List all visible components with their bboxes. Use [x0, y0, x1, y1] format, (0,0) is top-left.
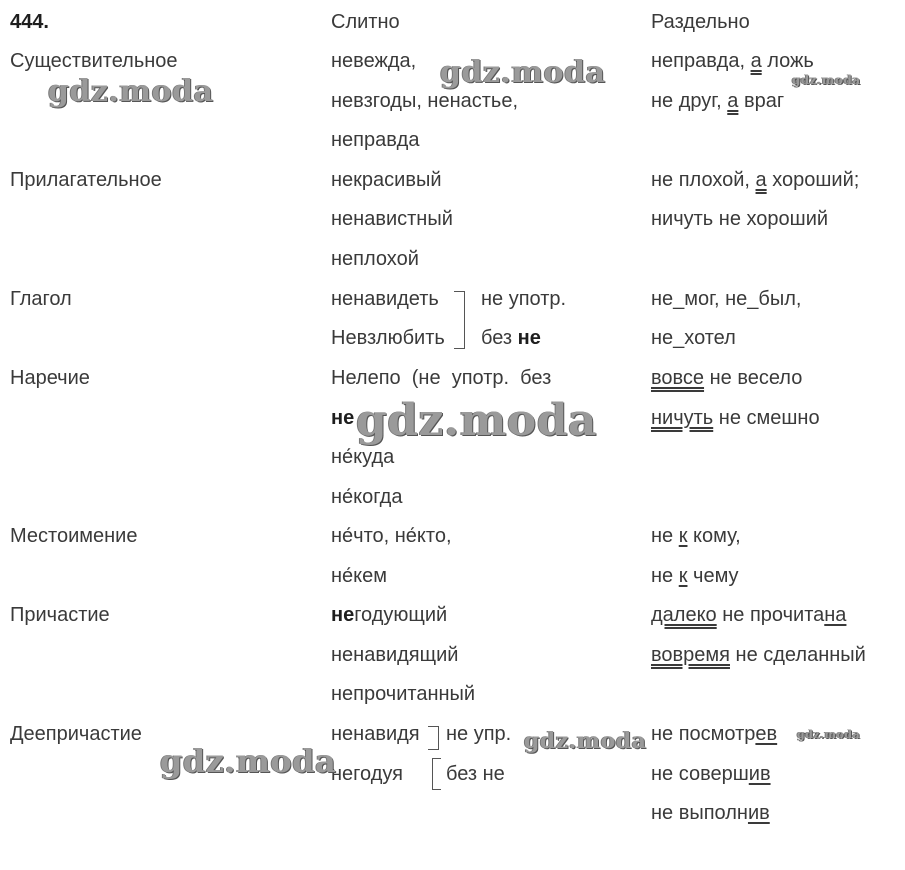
- watermark: gdz.moda: [792, 73, 861, 87]
- adverb-together-2: не: [331, 407, 355, 429]
- participle-together-2: ненавидящий: [331, 644, 459, 666]
- verb-together-2: Невзлюбить: [331, 327, 445, 349]
- participle-together-3: непрочитанный: [331, 683, 476, 705]
- adjective-separate-1: не плохой, а хороший;: [651, 169, 860, 191]
- label-pronoun: Местоимение: [10, 525, 138, 547]
- watermark: gdz.moda: [356, 395, 598, 446]
- noun-together-2: невзгоды, ненастье,: [331, 90, 519, 112]
- adjective-together-1: некрасивый: [331, 169, 442, 191]
- verb-separate-2: не_хотел: [651, 327, 736, 349]
- gerund-separate-3: не выполнив: [651, 802, 770, 824]
- participle-separate-2: вовремя не сделанный: [651, 644, 866, 666]
- participle-separate-1: далеко не прочитана: [651, 604, 847, 626]
- gerund-together-2: негодуя: [331, 763, 403, 785]
- label-adverb: Наречие: [10, 367, 90, 389]
- verb-separate-1: не_мог, не_был,: [651, 288, 802, 310]
- gerund-separate-2: не совершив: [651, 763, 771, 785]
- gerund-brace-left: [432, 758, 441, 790]
- adverb-together-3: не́куда: [331, 446, 395, 468]
- adverb-separate-1: вовсе не весело: [651, 367, 803, 389]
- verb-note-1: не употр.: [481, 288, 567, 310]
- gerund-brace-right: [428, 726, 439, 750]
- adverb-separate-2: ничуть не смешно: [651, 407, 820, 429]
- pronoun-together-1: не́что, не́кто,: [331, 525, 452, 547]
- label-gerund: Деепричастие: [10, 723, 142, 745]
- watermark: gdz.moda: [48, 74, 214, 109]
- gerund-note-1: не упр.: [446, 723, 512, 745]
- pronoun-separate-2: не к чему: [651, 565, 739, 587]
- noun-separate-1: неправда, а ложь: [651, 50, 814, 72]
- verb-brace: [454, 291, 465, 349]
- pronoun-together-2: не́кем: [331, 565, 388, 587]
- adverb-together-1: Нелепо (не употр. без: [331, 367, 552, 389]
- noun-separate-2: не друг, а враг: [651, 90, 785, 112]
- header-separate: Раздельно: [651, 11, 750, 33]
- watermark: gdz.moda: [440, 55, 606, 90]
- adjective-together-3: неплохой: [331, 248, 419, 270]
- label-adjective: Прилагательное: [10, 169, 162, 191]
- participle-together-1: негодующий: [331, 604, 448, 626]
- noun-together-3: неправда: [331, 129, 420, 151]
- gerund-separate-1: не посмотрев: [651, 723, 778, 745]
- gerund-together-1: ненавидя: [331, 723, 420, 745]
- label-noun: Существительное: [10, 50, 178, 72]
- header-together: Слитно: [331, 11, 400, 33]
- label-verb: Глагол: [10, 288, 72, 310]
- label-participle: Причастие: [10, 604, 110, 626]
- watermark: gdz.moda: [797, 728, 861, 741]
- noun-together-1: невежда,: [331, 50, 417, 72]
- verb-together-1: ненавидеть: [331, 288, 439, 310]
- pronoun-separate-1: не к кому,: [651, 525, 741, 547]
- verb-note-2: без не: [481, 327, 541, 349]
- watermark: gdz.moda: [524, 728, 647, 754]
- exercise-number: 444.: [10, 11, 49, 33]
- gerund-note-2: без не: [446, 763, 505, 785]
- watermark: gdz.moda: [160, 742, 337, 780]
- adjective-separate-2: ничуть не хороший: [651, 208, 829, 230]
- adverb-together-4: не́когда: [331, 486, 403, 508]
- adjective-together-2: ненавистный: [331, 208, 453, 230]
